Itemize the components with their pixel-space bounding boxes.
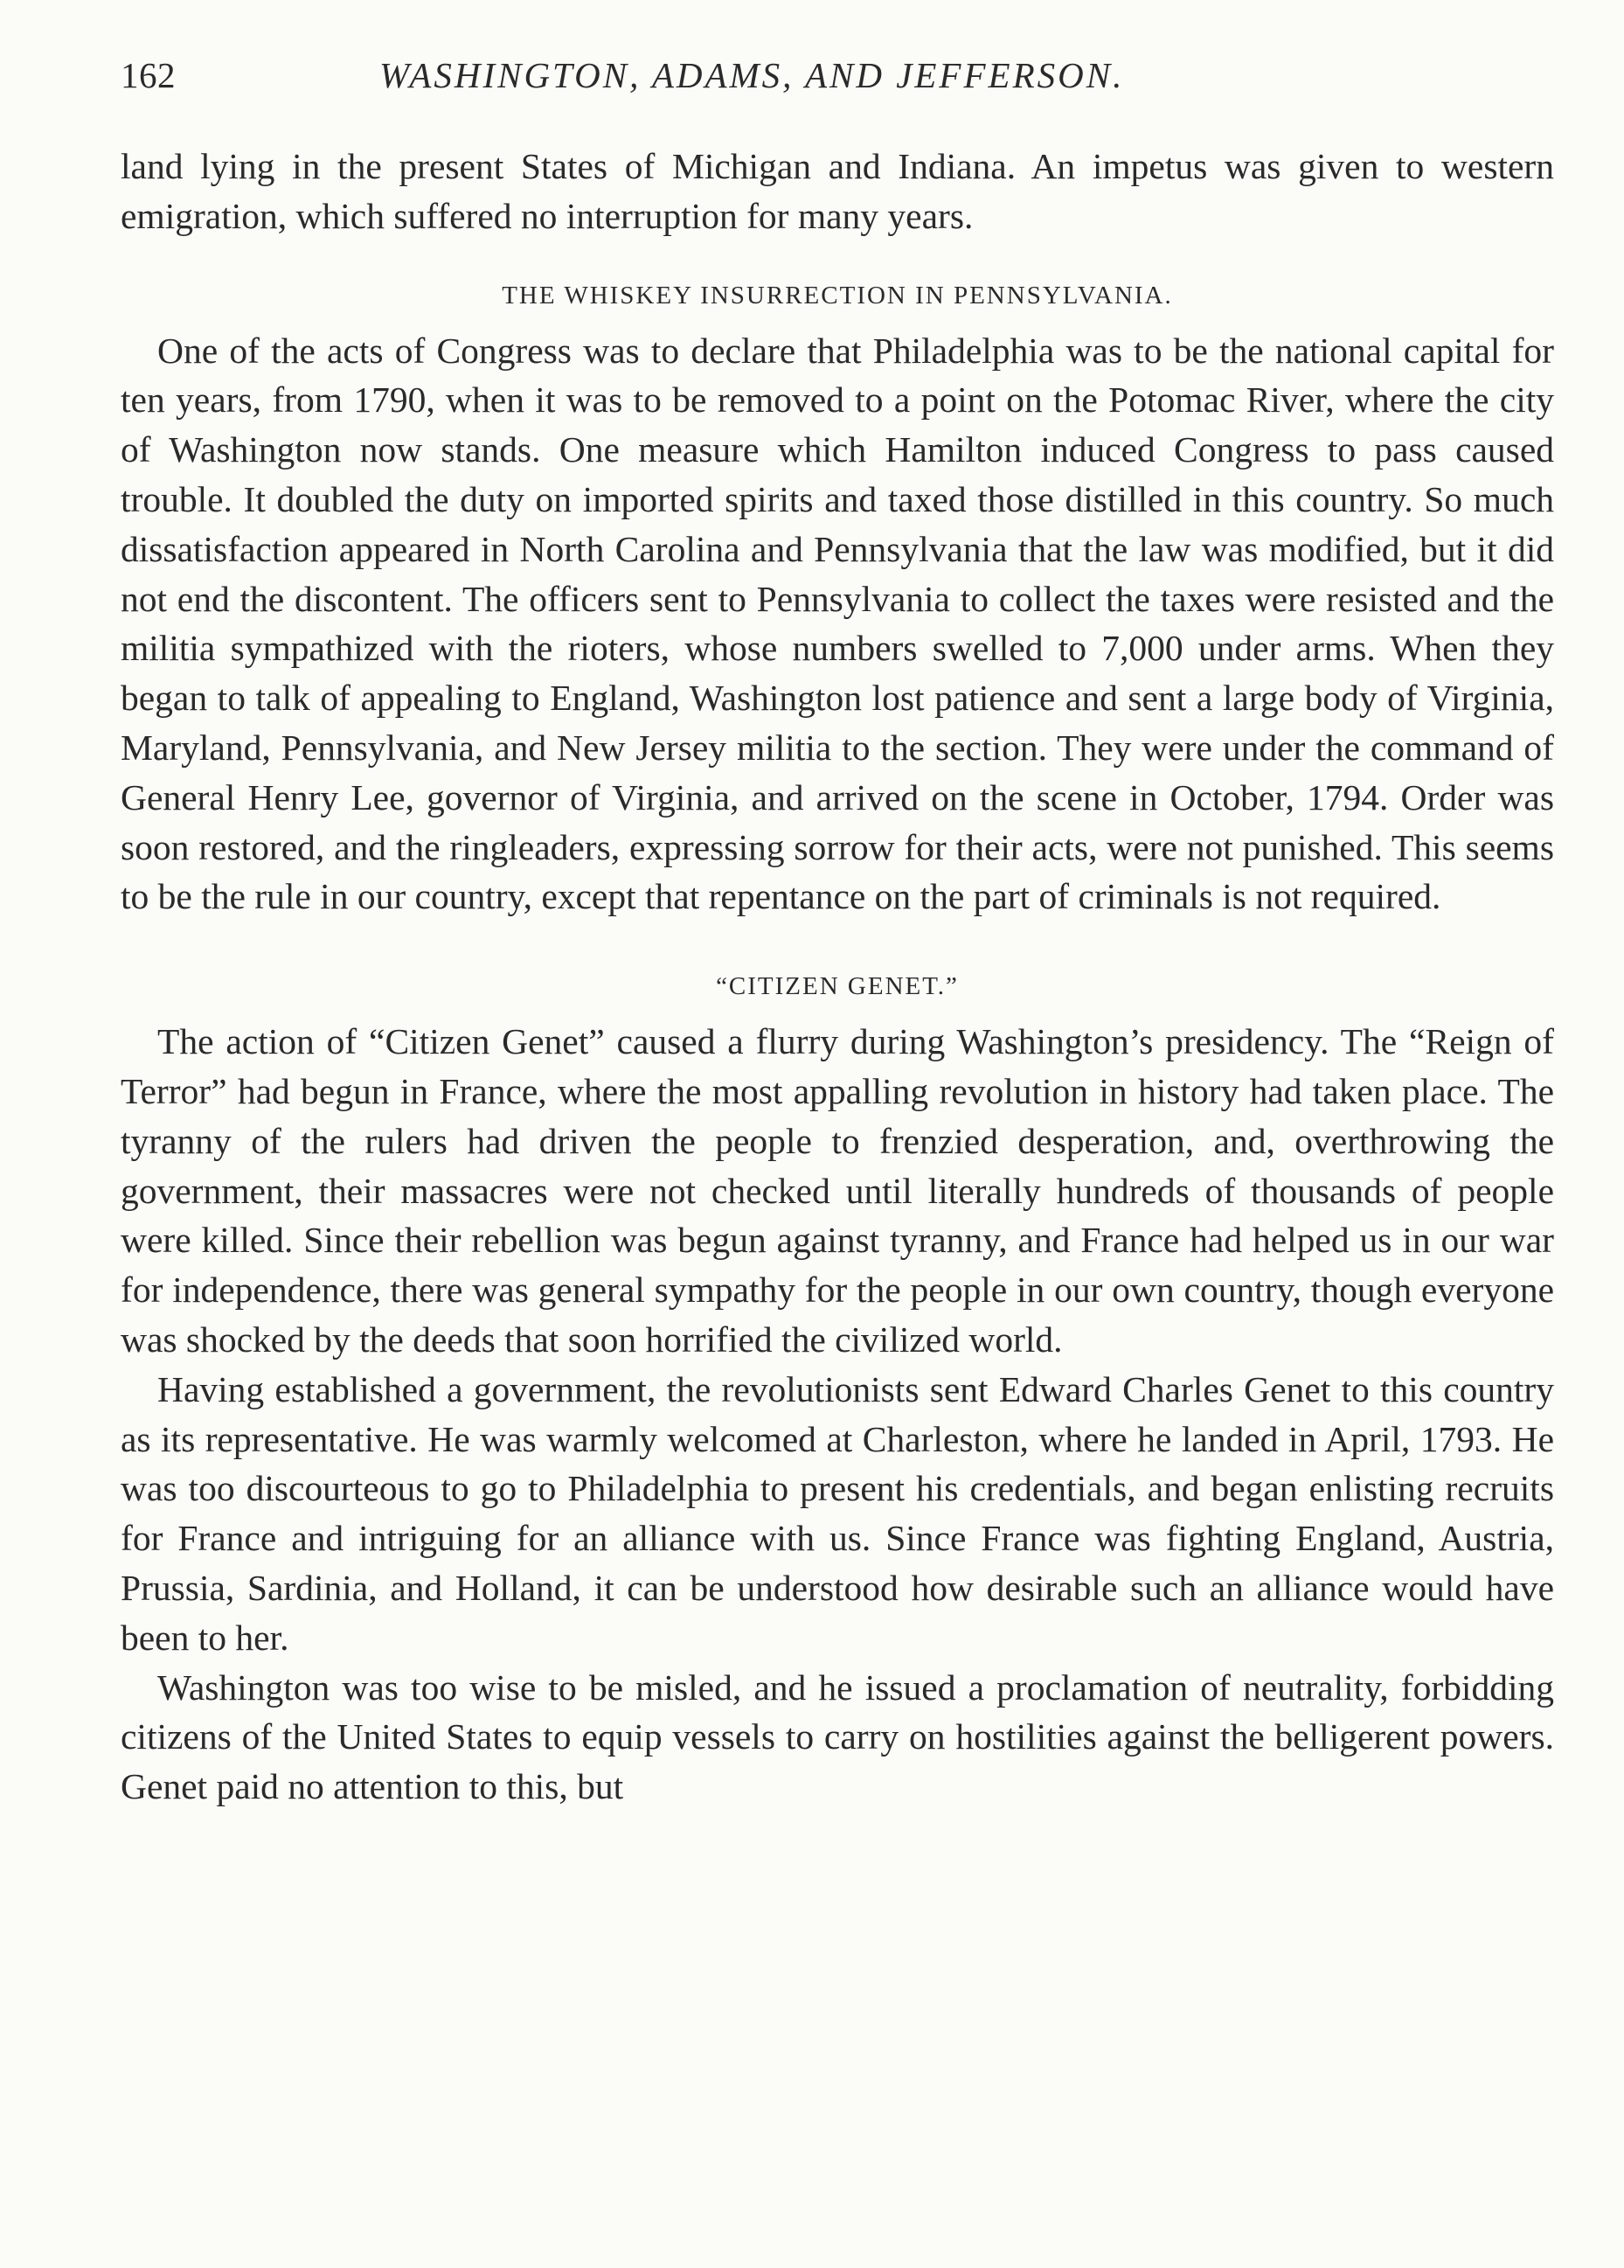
running-title: WASHINGTON, ADAMS, AND JEFFERSON.: [379, 55, 1125, 95]
section-heading-citizen-genet: “CITIZEN GENET.”: [716, 972, 959, 1001]
paragraph-citizen-genet-1: The action of “Citizen Genet” caused a flurry during Washington’s presidency. The “Reign of Terror” had begun in France, where the most appalling revolution in history had taken place. The tyranny of the rulers had driven the people to frenzied desperation, and, overthrowing the government, their massacres were not checked until literally hundreds of thousands of people were killed. Since their rebellion was begun against tyranny, and France had helped us in our war for independence, there was general sympathy for the people in our own country, though everyone was shocked by the deeds that soon horrified the civilized world.: [121, 1021, 1554, 1360]
page-number: 162: [121, 55, 176, 95]
paragraph-whiskey-insurrection: One of the acts of Congress was to declare that Philadelphia was to be the national capital for ten years, from 1790, when it was to be removed to a point on the Potomac River, where the city of Washington now stands. One measure which Hamilton induced Congress to pass caused trouble. It doubled the duty on imported spirits and taxed those distilled in this country. So much dissatisfaction appeared in North Carolina and Pennsylvania that the law was modified, but it did not end the discontent. The officers sent to Pennsylvania to collect the taxes were resisted and the militia sympathized with the rioters, whose numbers swelled to 7,000 under arms. When they began to talk of appealing to England, Washington lost patience and sent a large body of Virginia, Maryland, Pennsylvania, and New Jersey militia to the section. They were under the command of General Henry Lee, governor of Virginia, and arrived on the scene in October, 1794. Order was soon restored, and the ringleaders, expressing sorrow for their acts, were not punished. This seems to be the rule in our country, except that repentance on the part of criminals is not required.: [121, 330, 1554, 917]
paragraph-citizen-genet-3: Washington was too wise to be misled, and he issued a proclamation of neutrality, forbidding citizens of the United States to equip vessels to carry on hostilities against the belligerent powers. Genet paid no attention to this, but: [121, 1666, 1554, 1807]
section-heading-whiskey-insurrection: THE WHISKEY INSURRECTION IN PENNSYLVANIA.: [502, 281, 1173, 310]
running-head: [121, 54, 1554, 115]
book-page: [121, 54, 1554, 1812]
intro-paragraph: land lying in the present States of Michigan and Indiana. An impetus was given to western emigration, which suffered no interruption for many years.: [121, 146, 1554, 236]
paragraph-citizen-genet-2: Having established a government, the revolutionists sent Edward Charles Genet to this country as its representative. He was warmly welcomed at Charleston, where he landed in April, 1793. He was too discourteous to go to Philadelphia to present his credentials, and began enlisting recruits for France and intriguing for an alliance with us. Since France was fighting England, Austria, Prussia, Sardinia, and Holland, it can be understood how desirable such an alliance would have been to her.: [121, 1368, 1554, 1658]
